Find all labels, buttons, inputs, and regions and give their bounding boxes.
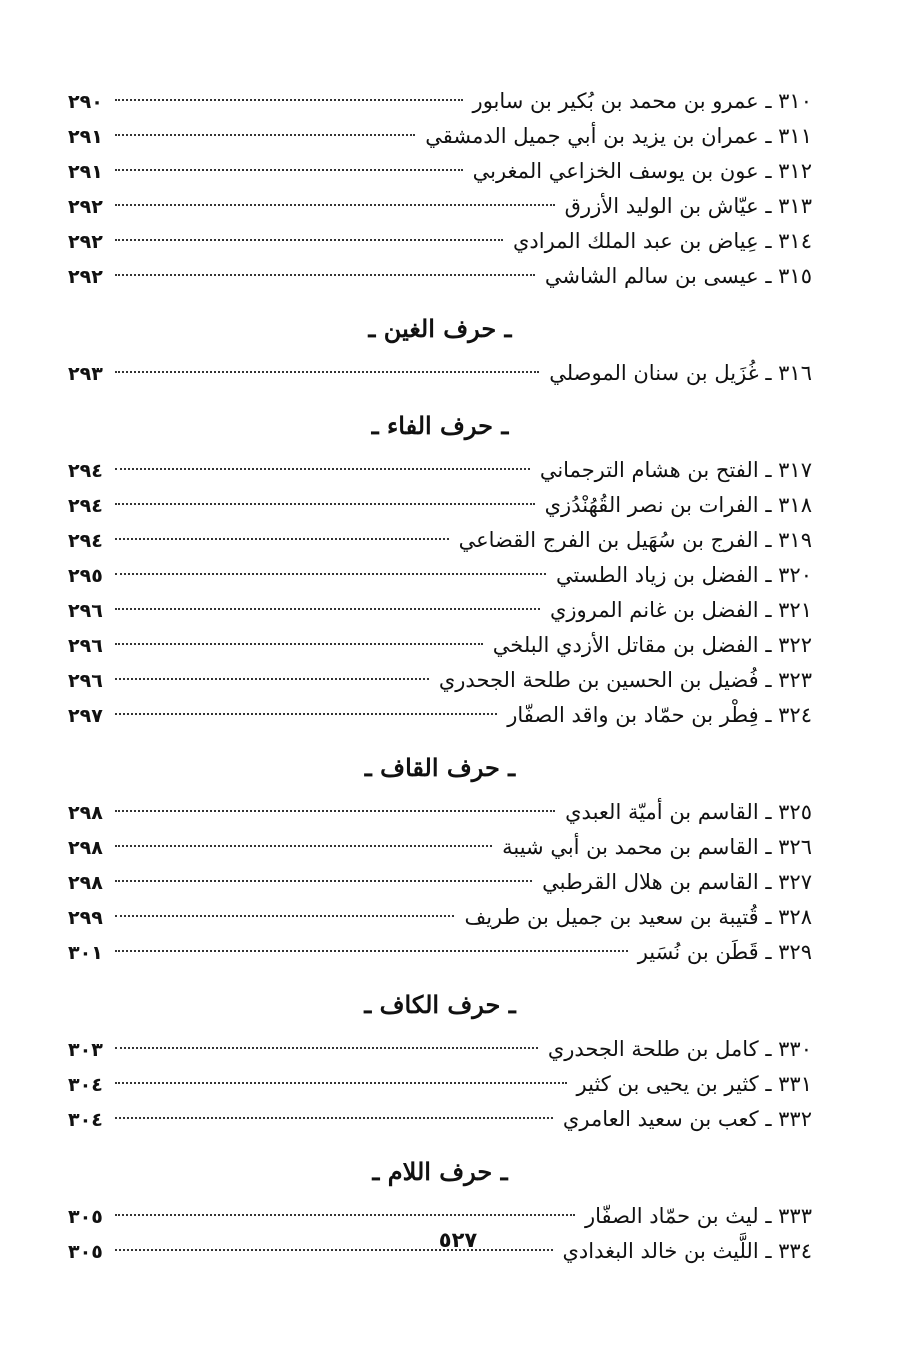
table-of-contents <box>68 84 812 1269</box>
entry-title: ٣١٤ ـ عِياض بن عبد الملك المرادي <box>512 229 812 253</box>
dot-leader <box>115 1047 538 1049</box>
entry-page-number: ٣٠٥ <box>68 1241 103 1263</box>
toc-entry <box>68 558 812 593</box>
entry-title: ٣١٨ ـ الفرات بن نصر القُهُنْدُزي <box>544 493 812 517</box>
entry-title: ٣٣٠ ـ كامل بن طلحة الجحدري <box>547 1037 812 1061</box>
dot-leader <box>115 538 449 540</box>
toc-entry <box>68 154 812 189</box>
toc-entry <box>68 488 812 523</box>
dot-leader <box>115 169 463 171</box>
entry-title: ٣١٥ ـ عيسى بن سالم الشاشي <box>544 264 812 288</box>
dot-leader <box>115 880 532 882</box>
dot-leader <box>115 1082 567 1084</box>
toc-entry <box>68 259 812 294</box>
toc-group <box>68 453 812 733</box>
toc-entry <box>68 84 812 119</box>
entry-title: ٣١٣ ـ عيّاش بن الوليد الأزرق <box>564 194 812 218</box>
toc-group <box>68 356 812 391</box>
dot-leader <box>115 204 555 206</box>
entry-page-number: ٢٩٤ <box>68 530 103 552</box>
toc-entry <box>68 795 812 830</box>
toc-entry <box>68 1032 812 1067</box>
dot-leader <box>115 274 535 276</box>
entry-page-number: ٢٩٥ <box>68 565 103 587</box>
dot-leader <box>115 239 503 241</box>
entry-page-number: ٢٩٨ <box>68 872 103 894</box>
entry-page-number: ٢٩٤ <box>68 495 103 517</box>
toc-entry <box>68 1102 812 1137</box>
entry-title: ٣٢٥ ـ القاسم بن أميّة العبدي <box>565 800 812 824</box>
toc-entry <box>68 189 812 224</box>
section-heading: ـ حرف الغين ـ <box>368 314 512 343</box>
entry-page-number: ٢٩٢ <box>68 231 103 253</box>
dot-leader <box>115 1214 575 1216</box>
entry-title: ٣٣١ ـ كثير بن يحيى بن كثير <box>576 1072 812 1096</box>
entry-title: ٣٢٧ ـ القاسم بن هلال القرطبي <box>542 870 812 894</box>
page-number: ٥٢٧ <box>438 1228 478 1252</box>
entry-title: ٣٢٩ ـ قَطَن بن نُسَير <box>637 940 812 964</box>
dot-leader <box>115 678 429 680</box>
dot-leader <box>115 713 497 715</box>
toc-entry <box>68 224 812 259</box>
entry-title: ٣١٢ ـ عون بن يوسف الخزاعي المغربي <box>472 159 812 183</box>
dot-leader <box>115 950 628 952</box>
toc-entry <box>68 698 812 733</box>
entry-title: ٣٢٠ ـ الفضل بن زياد الطستي <box>556 563 812 587</box>
entry-page-number: ٣٠٥ <box>68 1206 103 1228</box>
entry-title: ٣٣٤ ـ اللَّيث بن خالد البغدادي <box>562 1239 812 1263</box>
dot-leader <box>115 371 539 373</box>
entry-title: ٣٢٤ ـ فِطْر بن حمّاد بن واقد الصفّار <box>507 703 812 727</box>
toc-entry <box>68 628 812 663</box>
entry-page-number: ٢٩٠ <box>68 91 103 113</box>
entry-title: ٣١٩ ـ الفرج بن سُهَيل بن الفرج القضاعي <box>458 528 812 552</box>
toc-entry <box>68 865 812 900</box>
dot-leader <box>115 468 530 470</box>
entry-title: ٣٢١ ـ الفضل بن غانم المروزي <box>549 598 812 622</box>
dot-leader <box>115 810 555 812</box>
entry-title: ٣١٠ ـ عمرو بن محمد بن بُكير بن سابور <box>472 89 812 113</box>
dot-leader <box>115 1117 553 1119</box>
dot-leader <box>115 573 546 575</box>
toc-entry <box>68 663 812 698</box>
entry-title: ٣١٦ ـ غُزَيل بن سنان الموصلي <box>549 361 812 385</box>
entry-title: ٣٢٣ ـ فُضيل بن الحسين بن طلحة الجحدري <box>438 668 812 692</box>
dot-leader <box>115 915 455 917</box>
entry-title: ٣١١ ـ عمران بن يزيد بن أبي جميل الدمشقي <box>425 124 812 148</box>
entry-page-number: ٣٠٤ <box>68 1074 103 1096</box>
entry-page-number: ٢٩٦ <box>68 635 103 657</box>
toc-entry <box>68 119 812 154</box>
dot-leader <box>115 608 540 610</box>
toc-group <box>68 1032 812 1137</box>
toc-entry <box>68 523 812 558</box>
toc-entry <box>68 1067 812 1102</box>
entry-page-number: ٢٩٦ <box>68 670 103 692</box>
dot-leader <box>115 503 535 505</box>
entry-page-number: ٣٠٤ <box>68 1109 103 1131</box>
entry-title: ٣٢٢ ـ الفضل بن مقاتل الأزدي البلخي <box>492 633 812 657</box>
entry-title: ٣٣٣ ـ ليث بن حمّاد الصفّار <box>584 1204 812 1228</box>
entry-page-number: ٢٩٧ <box>68 705 103 727</box>
toc-entry <box>68 453 812 488</box>
toc-entry <box>68 935 812 970</box>
dot-leader <box>115 643 483 645</box>
section-heading: ـ حرف الكاف ـ <box>364 990 516 1019</box>
toc-entry <box>68 900 812 935</box>
entry-page-number: ٢٩١ <box>68 126 103 148</box>
dot-leader <box>115 845 492 847</box>
entry-page-number: ٢٩٣ <box>68 363 103 385</box>
toc-entry <box>68 593 812 628</box>
entry-page-number: ٢٩٨ <box>68 802 103 824</box>
entry-title: ٣٢٨ ـ قُتيبة بن سعيد بن جميل بن طريف <box>464 905 812 929</box>
entry-page-number: ٢٩٩ <box>68 907 103 929</box>
entry-title: ٣١٧ ـ الفتح بن هشام الترجماني <box>539 458 812 482</box>
toc-group <box>68 84 812 294</box>
section-heading: ـ حرف الفاء ـ <box>371 411 509 440</box>
entry-title: ٣٣٢ ـ كعب بن سعيد العامري <box>562 1107 812 1131</box>
section-heading: ـ حرف القاف ـ <box>364 753 516 782</box>
entry-page-number: ٢٩٤ <box>68 460 103 482</box>
entry-page-number: ٢٩١ <box>68 161 103 183</box>
entry-page-number: ٣٠١ <box>68 942 103 964</box>
toc-group <box>68 795 812 970</box>
entry-page-number: ٢٩٢ <box>68 196 103 218</box>
toc-entry <box>68 356 812 391</box>
entry-page-number: ٢٩٢ <box>68 266 103 288</box>
entry-page-number: ٣٠٣ <box>68 1039 103 1061</box>
section-heading: ـ حرف اللام ـ <box>372 1157 508 1186</box>
entry-title: ٣٢٦ ـ القاسم بن محمد بن أبي شيبة <box>502 835 812 859</box>
dot-leader <box>115 134 415 136</box>
dot-leader <box>115 99 463 101</box>
toc-entry <box>68 830 812 865</box>
entry-page-number: ٢٩٨ <box>68 837 103 859</box>
entry-page-number: ٢٩٦ <box>68 600 103 622</box>
